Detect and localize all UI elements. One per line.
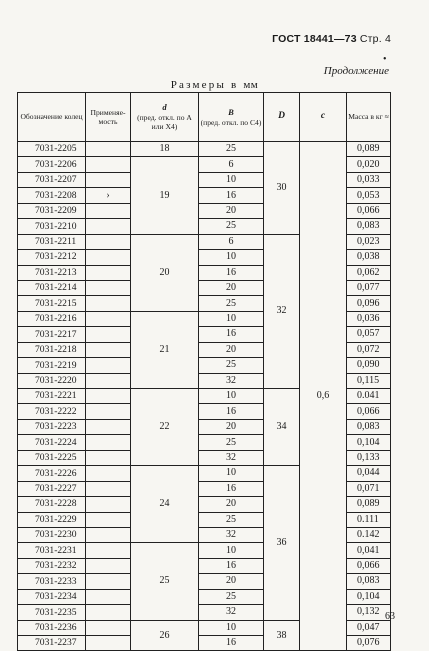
ring-code-cell: 7031-2214 xyxy=(18,280,86,295)
width-cell: 20 xyxy=(199,203,264,218)
application-cell xyxy=(86,636,131,651)
ring-code-cell: 7031-2229 xyxy=(18,512,86,527)
mass-cell: 0,041 xyxy=(347,543,391,558)
table-title xyxy=(0,79,429,91)
application-cell xyxy=(86,265,131,280)
outer-diameter-cell: 34 xyxy=(264,389,300,466)
width-cell: 20 xyxy=(199,342,264,357)
width-cell: 16 xyxy=(199,481,264,496)
application-cell xyxy=(86,620,131,635)
col-header-d-symbol: d xyxy=(162,102,167,113)
table-header-row xyxy=(18,93,391,142)
mass-cell: 0,066 xyxy=(347,203,391,218)
outer-diameter-cell: 36 xyxy=(264,466,300,620)
width-cell: 25 xyxy=(199,512,264,527)
application-cell xyxy=(86,466,131,481)
mass-cell: 0,133 xyxy=(347,450,391,465)
width-cell: 10 xyxy=(199,466,264,481)
inner-diameter-cell: 20 xyxy=(131,234,199,311)
application-cell xyxy=(86,342,131,357)
mass-cell: 0,115 xyxy=(347,373,391,388)
col-header-b-tolerance: (пред. откл. по C4) xyxy=(200,117,262,127)
application-cell xyxy=(86,481,131,496)
width-cell: 10 xyxy=(199,389,264,404)
inner-diameter-cell: 22 xyxy=(131,389,199,466)
mass-cell: 0.142 xyxy=(347,527,391,542)
ring-code-cell: 7031-2221 xyxy=(18,389,86,404)
inner-diameter-cell: 21 xyxy=(131,311,199,388)
ring-code-cell: 7031-2220 xyxy=(18,373,86,388)
mass-cell: 0,036 xyxy=(347,311,391,326)
width-cell: 32 xyxy=(199,373,264,388)
width-cell: 25 xyxy=(199,296,264,311)
col-header-b-symbol: B xyxy=(228,106,234,117)
mass-cell: 0,083 xyxy=(347,419,391,434)
ring-code-cell: 7031-2212 xyxy=(18,250,86,265)
application-cell xyxy=(86,450,131,465)
application-cell xyxy=(86,527,131,542)
inner-diameter-cell: 24 xyxy=(131,466,199,543)
outer-diameter-cell: 32 xyxy=(264,234,300,388)
application-cell: › xyxy=(86,188,131,203)
mass-cell: 0,044 xyxy=(347,466,391,481)
application-cell xyxy=(86,574,131,589)
mass-cell: 0,066 xyxy=(347,404,391,419)
width-cell: 25 xyxy=(199,142,264,157)
ring-code-cell: 7031-2219 xyxy=(18,358,86,373)
width-cell: 10 xyxy=(199,172,264,187)
width-cell: 10 xyxy=(199,543,264,558)
width-cell: 20 xyxy=(199,574,264,589)
application-cell xyxy=(86,389,131,404)
print-mark: • xyxy=(383,54,387,65)
outer-diameter-cell: 38 xyxy=(264,620,300,651)
width-cell: 6 xyxy=(199,157,264,172)
col-header-d-tolerance: (пред. откл. по A или X4) xyxy=(137,112,192,132)
width-cell: 32 xyxy=(199,450,264,465)
col-header-d xyxy=(131,93,199,142)
ring-code-cell: 7031-2235 xyxy=(18,605,86,620)
mass-cell: 0,077 xyxy=(347,280,391,295)
application-cell xyxy=(86,327,131,342)
mass-cell: 0,104 xyxy=(347,589,391,604)
mass-cell: 0,047 xyxy=(347,620,391,635)
mass-cell: 0,038 xyxy=(347,250,391,265)
standard-number: ГОСТ 18441—73 xyxy=(272,33,357,45)
outer-diameter-cell: 30 xyxy=(264,142,300,235)
ring-code-cell: 7031-2210 xyxy=(18,219,86,234)
width-cell: 10 xyxy=(199,250,264,265)
width-cell: 20 xyxy=(199,280,264,295)
inner-diameter-cell: 26 xyxy=(131,620,199,651)
ring-code-cell: 7031-2225 xyxy=(18,450,86,465)
ring-code-cell: 7031-2224 xyxy=(18,435,86,450)
mass-cell: 0,083 xyxy=(347,219,391,234)
ring-code-cell: 7031-2223 xyxy=(18,419,86,434)
width-cell: 20 xyxy=(199,497,264,512)
table-row xyxy=(18,142,391,157)
mass-cell: 0,090 xyxy=(347,358,391,373)
application-cell xyxy=(86,157,131,172)
application-cell xyxy=(86,512,131,527)
mass-cell: 0,083 xyxy=(347,574,391,589)
ring-code-cell: 7031-2209 xyxy=(18,203,86,218)
application-cell xyxy=(86,373,131,388)
width-cell: 25 xyxy=(199,435,264,450)
application-cell xyxy=(86,142,131,157)
ring-code-cell: 7031-2234 xyxy=(18,589,86,604)
ring-code-cell: 7031-2217 xyxy=(18,327,86,342)
page-number: 63 xyxy=(385,611,395,622)
mass-cell: 0,089 xyxy=(347,142,391,157)
width-cell: 16 xyxy=(199,636,264,651)
mass-cell: 0,071 xyxy=(347,481,391,496)
ring-code-cell: 7031-2226 xyxy=(18,466,86,481)
application-cell xyxy=(86,280,131,295)
ring-code-cell: 7031-2211 xyxy=(18,234,86,249)
width-cell: 6 xyxy=(199,234,264,249)
width-cell: 32 xyxy=(199,527,264,542)
ring-code-cell: 7031-2237 xyxy=(18,636,86,651)
application-cell xyxy=(86,358,131,373)
ring-code-cell: 7031-2205 xyxy=(18,142,86,157)
mass-cell: 0,132 xyxy=(347,605,391,620)
width-cell: 16 xyxy=(199,188,264,203)
application-cell xyxy=(86,203,131,218)
ring-code-cell: 7031-2233 xyxy=(18,574,86,589)
mass-cell: 0,096 xyxy=(347,296,391,311)
page-label: Стр. 4 xyxy=(359,33,391,45)
application-cell xyxy=(86,435,131,450)
mass-cell: 0,104 xyxy=(347,435,391,450)
mass-cell: 0.041 xyxy=(347,389,391,404)
mass-cell: 0,062 xyxy=(347,265,391,280)
ring-code-cell: 7031-2218 xyxy=(18,342,86,357)
width-cell: 10 xyxy=(199,620,264,635)
inner-diameter-cell: 25 xyxy=(131,543,199,620)
ring-code-cell: 7031-2216 xyxy=(18,311,86,326)
col-header-code: Обозначение колец xyxy=(18,93,86,142)
ring-code-cell: 7031-2215 xyxy=(18,296,86,311)
mass-cell: 0,066 xyxy=(347,558,391,573)
inner-diameter-cell: 19 xyxy=(131,157,199,234)
application-cell xyxy=(86,172,131,187)
ring-code-cell: 7031-2207 xyxy=(18,172,86,187)
width-cell: 20 xyxy=(199,419,264,434)
width-cell: 32 xyxy=(199,605,264,620)
width-cell: 16 xyxy=(199,558,264,573)
width-cell: 25 xyxy=(199,358,264,373)
mass-cell: 0.111 xyxy=(347,512,391,527)
mass-cell: 0,089 xyxy=(347,497,391,512)
application-cell xyxy=(86,419,131,434)
dimensions-table xyxy=(17,92,391,651)
width-cell: 10 xyxy=(199,311,264,326)
application-cell xyxy=(86,296,131,311)
application-cell xyxy=(86,605,131,620)
col-header-mass: Масса в кг ≈ xyxy=(347,93,391,142)
page-header xyxy=(272,33,391,45)
width-cell: 16 xyxy=(199,327,264,342)
ring-code-cell: 7031-2232 xyxy=(18,558,86,573)
col-header-c xyxy=(300,93,347,142)
inner-diameter-cell: 18 xyxy=(131,142,199,157)
mass-cell: 0,033 xyxy=(347,172,391,187)
ring-code-cell: 7031-2213 xyxy=(18,265,86,280)
mass-cell: 0,023 xyxy=(347,234,391,249)
ring-code-cell: 7031-2222 xyxy=(18,404,86,419)
mass-cell: 0,020 xyxy=(347,157,391,172)
col-header-b xyxy=(199,93,264,142)
width-cell: 16 xyxy=(199,404,264,419)
col-header-c-symbol: c xyxy=(320,111,326,122)
application-cell xyxy=(86,404,131,419)
ring-code-cell: 7031-2236 xyxy=(18,620,86,635)
width-cell: 16 xyxy=(199,265,264,280)
ring-code-cell: 7031-2227 xyxy=(18,481,86,496)
mass-cell: 0,053 xyxy=(347,188,391,203)
application-cell xyxy=(86,497,131,512)
application-cell xyxy=(86,219,131,234)
ring-code-cell: 7031-2230 xyxy=(18,527,86,542)
application-cell xyxy=(86,311,131,326)
mass-cell: 0,072 xyxy=(347,342,391,357)
width-cell: 25 xyxy=(199,589,264,604)
col-header-application: Применяе- мость xyxy=(86,93,131,142)
application-cell xyxy=(86,543,131,558)
width-cell: 25 xyxy=(199,219,264,234)
table-title-text: Размеры в xyxy=(170,79,239,91)
table-body xyxy=(18,142,391,651)
application-cell xyxy=(86,558,131,573)
ring-code-cell: 7031-2208 xyxy=(18,188,86,203)
ring-code-cell: 7031-2228 xyxy=(18,497,86,512)
chamfer-cell: 0,6 xyxy=(300,142,347,651)
ring-code-cell: 7031-2231 xyxy=(18,543,86,558)
application-cell xyxy=(86,234,131,249)
col-header-outer-d-symbol: D xyxy=(278,111,285,122)
application-cell xyxy=(86,589,131,604)
col-header-outer-d xyxy=(264,93,300,142)
table-title-unit: мм xyxy=(243,79,259,91)
application-cell xyxy=(86,250,131,265)
ring-code-cell: 7031-2206 xyxy=(18,157,86,172)
mass-cell: 0,057 xyxy=(347,327,391,342)
mass-cell: 0,076 xyxy=(347,636,391,651)
continuation-label: Продолжение xyxy=(323,65,389,77)
